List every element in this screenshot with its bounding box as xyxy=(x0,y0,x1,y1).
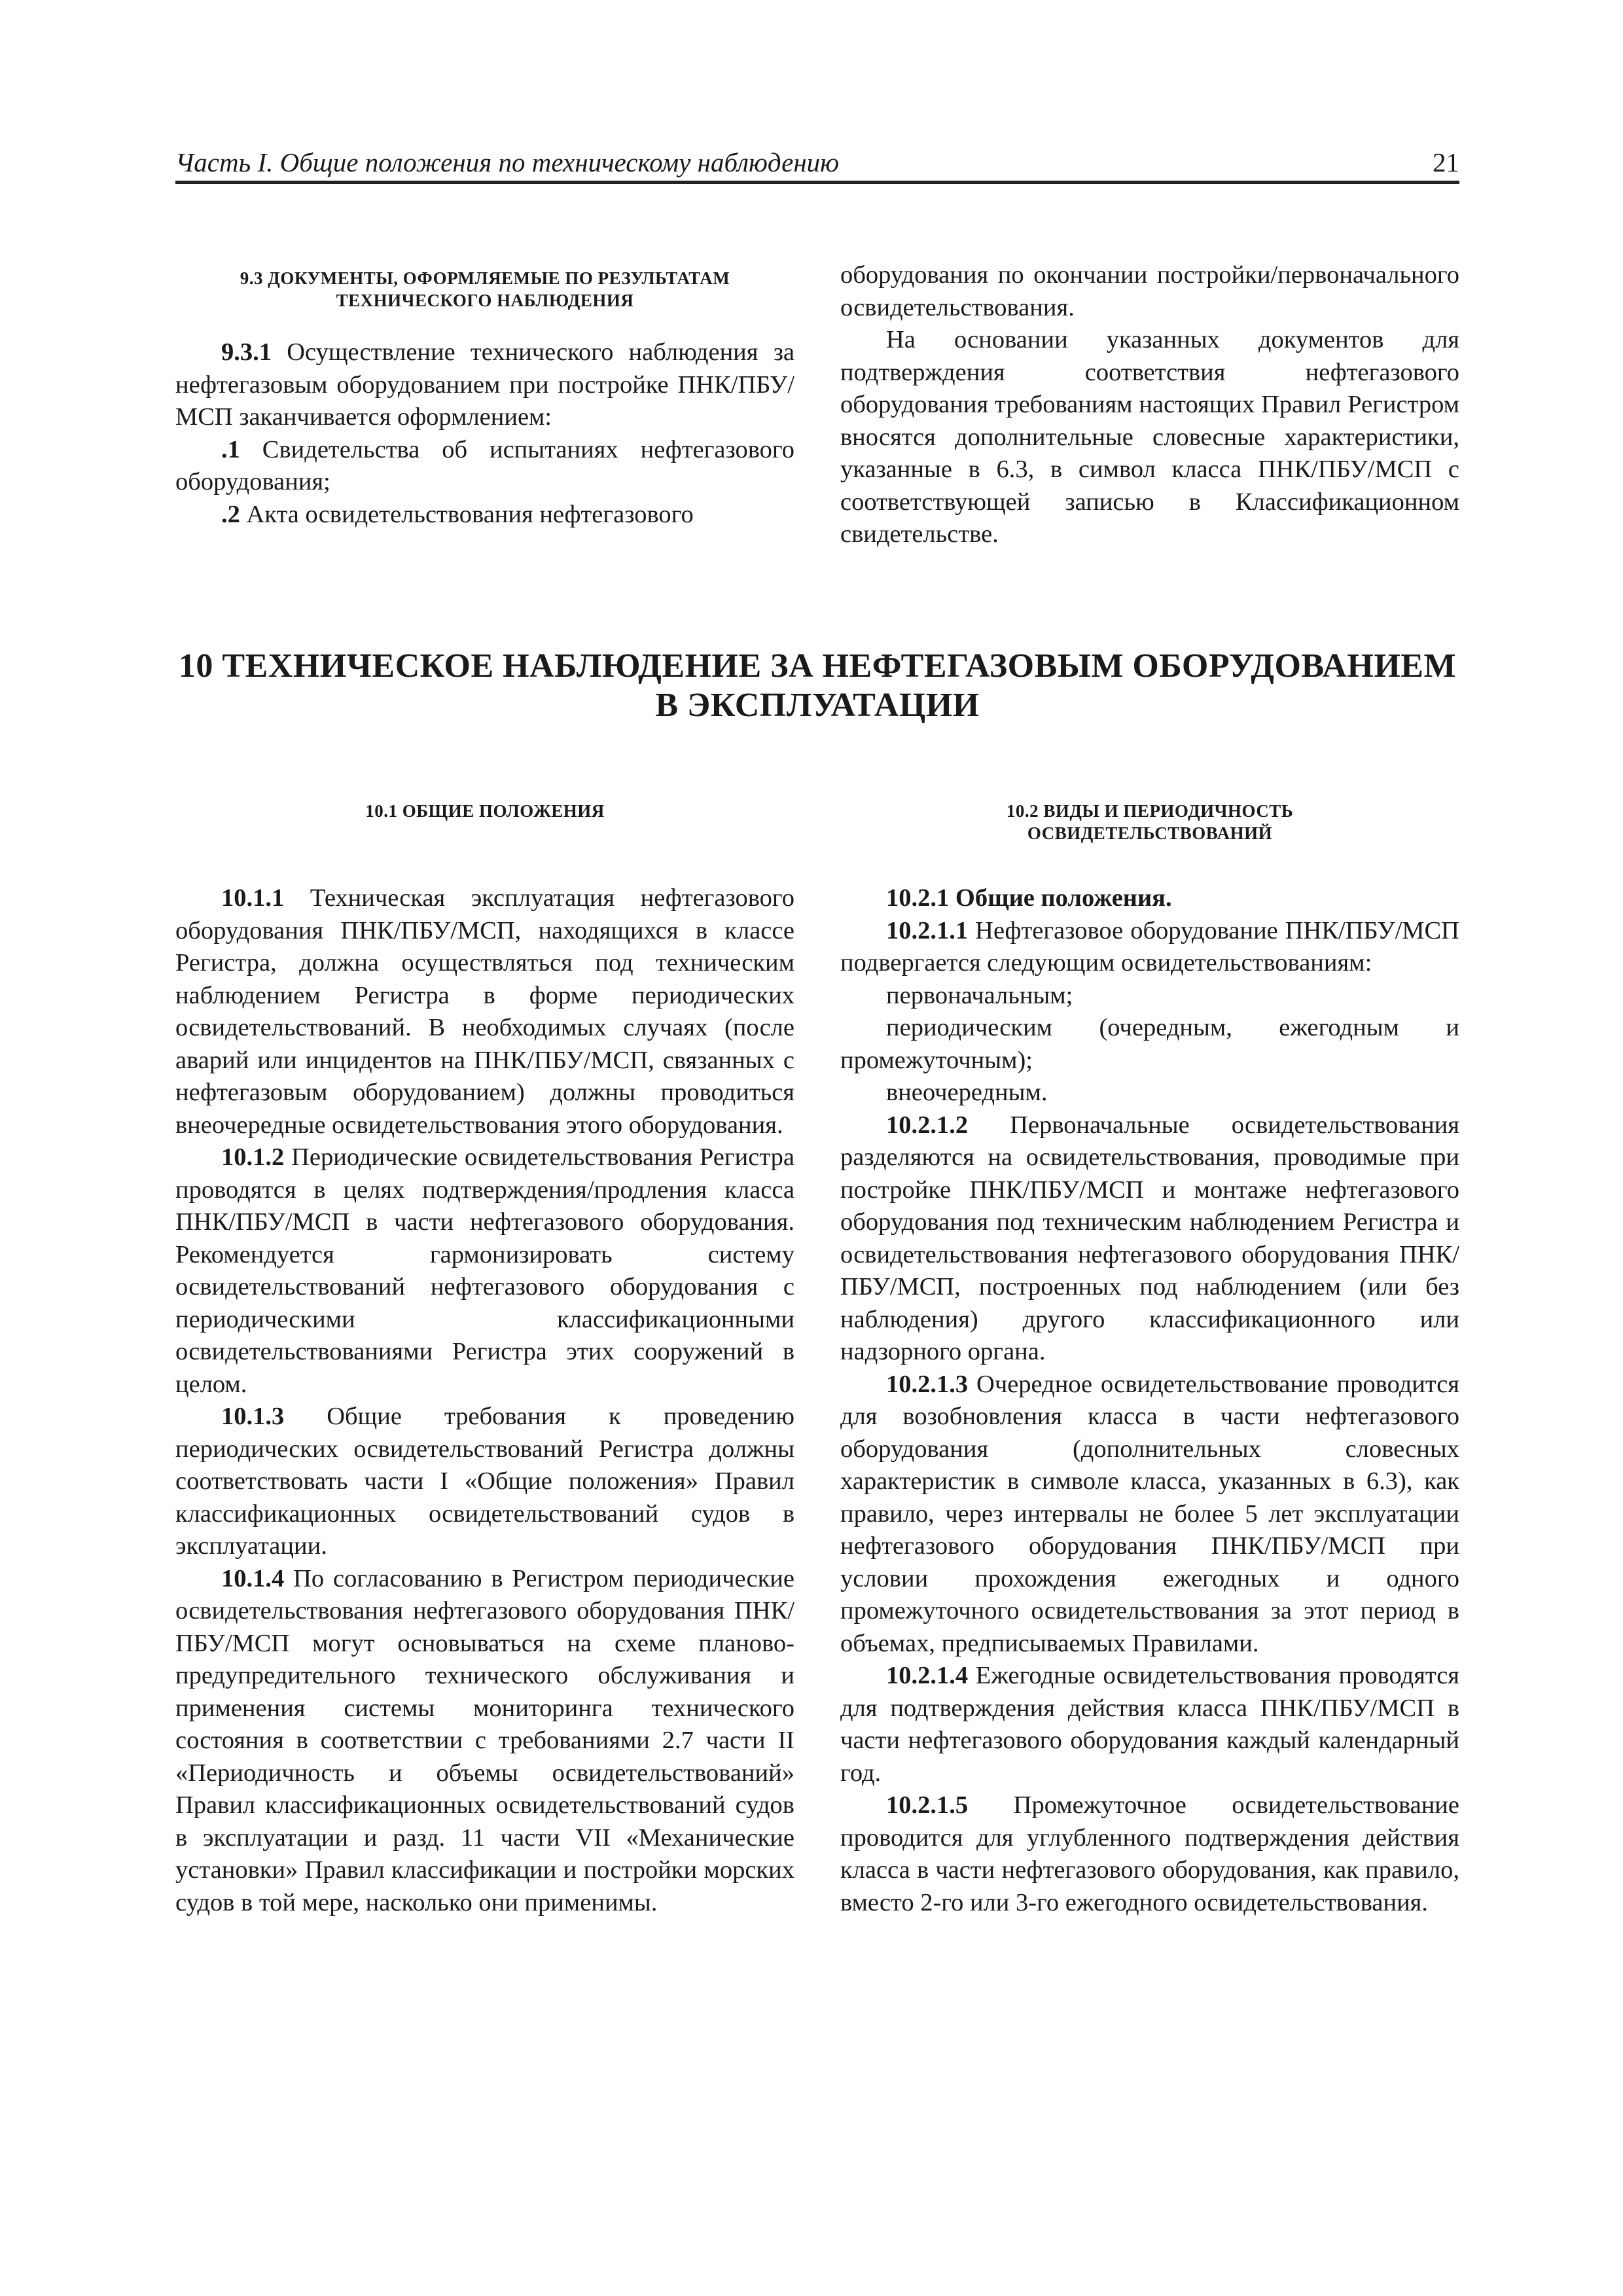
list-item-1: .1 Свидетельства об испытаниях нефтегазового оборудования; xyxy=(175,435,794,495)
running-title: Часть I. Общие положения по техническому наблюдению xyxy=(175,147,840,177)
chapter-10-heading: 10 ТЕХНИЧЕСКОЕ НАБЛЮДЕНИЕ ЗА НЕФТЕГАЗОВЫМ ОБОРУДОВАНИЕМ В ЭКСПЛУАТАЦИИ xyxy=(178,647,1457,724)
paragraph-10-2-1-3: 10.2.1.3 Очередное освидетельствование проводится для возобновления класса в части нефтегазового оборудования (дополнительных словесных характеристик в символе класса, указанных в 6.3), как правило, через интервалы не более 5 лет эксплуатации нефтегазового оборудования ПНК/ПБУ/МСП при условии прохождения ежегодных и одного промежуточного освидетельствования за этот период в объемах, предписываемых Правилами. xyxy=(840,1370,1459,1657)
subsection-10-2-1-heading: 10.2.1 Общие положения. xyxy=(886,884,1172,912)
section-9-3-right-column xyxy=(840,259,1459,551)
section-10-2-heading: 10.2 ВИДЫ И ПЕРИОДИЧНОСТЬ ОСВИДЕТЕЛЬСТВОВАНИЙ xyxy=(1006,801,1294,843)
list-item-2-continuation: оборудования по окончании постройки/первоначального освидетельствования. xyxy=(840,261,1459,321)
section-9-3-heading: 9.3 ДОКУМЕНТЫ, ОФОРМЛЯЕМЫЕ ПО РЕЗУЛЬТАТАМ ТЕХНИЧЕСКОГО НАБЛЮДЕНИЯ xyxy=(240,268,730,310)
paragraph-9-3-1: 9.3.1 Осуществление технического наблюдения за нефтегазовым оборудованием при постройке ПНК/ПБУ/МСП заканчивается оформлением: xyxy=(175,338,794,431)
list-item-occasional: внеочередным. xyxy=(886,1079,1048,1106)
paragraph-10-2-1-1: 10.2.1.1 Нефтегазовое оборудование ПНК/ПБУ/МСП подвергается следующим освидетельствованиям: xyxy=(840,916,1459,977)
paragraph-10-1-3: 10.1.3 Общие требования к проведению периодических освидетельствований Регистра должны соответствовать части I «Общие положения» Правил классификационных освидетельствований судов в эксплуатации. xyxy=(175,1403,794,1560)
section-10-1-column xyxy=(175,800,794,1919)
paragraph-10-1-1: 10.1.1 Техническая эксплуатация нефтегазового оборудования ПНК/ПБУ/МСП, находящихся в классе Регистра, должна осуществляться под техническим наблюдением Регистра в форме периодических освидетельствований. В необходимых случаях (после аварий или инцидентов на ПНК/ПБУ/МСП, связанных с нефтегазовым оборудованием) должны проводиться внеочередные освидетельствования этого оборудования. xyxy=(175,884,794,1139)
paragraph-10-1-4: 10.1.4 По согласованию в Регистром периодические освидетельствования нефтегазового оборудования ПНК/ПБУ/МСП могут основываться на схеме планово-предупредительного технического обслуживания и применения системы мониторинга технического состояния в соответствии с требованиями 2.7 части II «Периодичность и объемы освидетельствований» Правил классификационных освидетельствований судов в эксплуатации и разд. 11 части VII «Механические установки» Правил классификации и постройки морских судов в той мере, насколько они применимы. xyxy=(175,1564,794,1916)
page-number: 21 xyxy=(1433,147,1459,177)
list-item-periodic: периодическим (очередным, ежегодным и промежуточным); xyxy=(840,1014,1459,1074)
section-9-3-left-column xyxy=(175,267,794,531)
section-10-1-heading: 10.1 ОБЩИЕ ПОЛОЖЕНИЯ xyxy=(365,801,605,821)
paragraph-10-2-1-5: 10.2.1.5 Промежуточное освидетельствование проводится для углубленного подтверждения действия класса в части нефтегазового оборудования, как правило, вместо 2-го или 3-го ежегодного освидетельствования. xyxy=(840,1791,1459,1916)
list-item-2: .2 Акта освидетельствования нефтегазового xyxy=(221,500,694,528)
paragraph-10-2-1-2: 10.2.1.2 Первоначальные освидетельствования разделяются на освидетельствования, проводимые при постройке ПНК/ПБУ/МСП и монтаже нефтегазового оборудования под техническим наблюдением Регистра и освидетельствования нефтегазового оборудования ПНК/ПБУ/МСП, построенных под наблюдением (или без наблюдения) другого классификационного или надзорного органа. xyxy=(840,1111,1459,1365)
paragraph-9-3-2: На основании указанных документов для подтверждения соответствия нефтегазового оборудования требованиям настоящих Правил Регистром вносятся дополнительные словесные характеристики, указанные в 6.3, в символ класса ПНК/ПБУ/МСП с соответствующей записью в Классификационном свидетельстве. xyxy=(840,326,1459,548)
section-10-2-column xyxy=(840,800,1459,1919)
list-item-initial: первоначальным; xyxy=(886,981,1073,1009)
paragraph-10-1-2: 10.1.2 Периодические освидетельствования Регистра проводятся в целях подтверждения/продления класса ПНК/ПБУ/МСП в части нефтегазового оборудования. Рекомендуется гармонизировать систему освидетельствований нефтегазового оборудования с периодическими классификационными освидетельствованиями Регистра этих сооружений в целом. xyxy=(175,1143,794,1398)
page-header xyxy=(175,143,1459,184)
paragraph-10-2-1-4: 10.2.1.4 Ежегодные освидетельствования проводятся для подтверждения действия класса ПНК/ПБУ/МСП в части нефтегазового оборудования каждый календарный год. xyxy=(840,1662,1459,1787)
